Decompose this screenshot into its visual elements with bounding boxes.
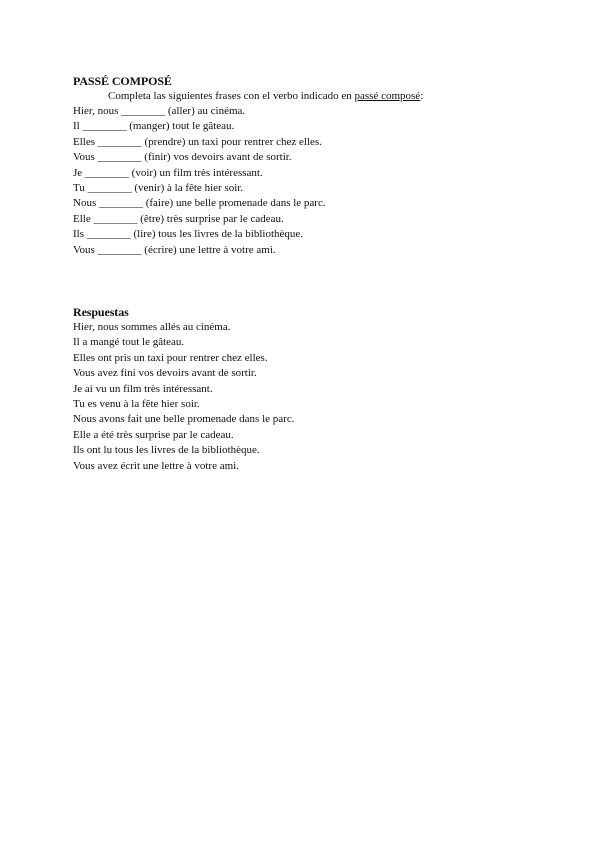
- answer-sentence: Ils ont lu tous les livres de la bibliothèque.: [73, 444, 260, 457]
- instruction-prefix: Completa las siguientes frases con el verbo indicado en: [108, 90, 355, 102]
- exercise-sentence: Nous ________ (faire) une belle promenade dans le parc.: [73, 197, 326, 210]
- exercise-sentence: Il ________ (manger) tout le gâteau.: [73, 120, 235, 133]
- exercise-sentence: Ils ________ (lire) tous les livres de la bibliothèque.: [73, 228, 304, 241]
- answer-sentence: Nous avons fait une belle promenade dans le parc.: [73, 413, 295, 426]
- answer-sentence: Elles ont pris un taxi pour rentrer chez elles.: [73, 351, 268, 364]
- exercise-sentence: Elle ________ (être) très surprise par le cadeau.: [73, 212, 284, 225]
- answer-sentence: Je ai vu un film très intéressant.: [73, 382, 213, 395]
- answers-title: Respuestas: [73, 305, 129, 319]
- answer-sentence: Elle a été très surprise par le cadeau.: [73, 428, 234, 441]
- exercises-instruction: [73, 89, 543, 104]
- answer-sentence: Vous avez écrit une lettre à votre ami.: [73, 459, 239, 472]
- exercise-sentence: Tu ________ (venir) à la fête hier soir.: [73, 182, 244, 195]
- instruction-underlined-term: passé composé: [354, 90, 421, 102]
- exercise-sentence: Elles ________ (prendre) un taxi pour rentrer chez elles.: [73, 135, 322, 148]
- answers-section: [73, 305, 543, 474]
- exercise-sentence: Vous ________ (finir) vos devoirs avant de sortir.: [73, 151, 292, 164]
- exercise-sentence: Hier, nous ________ (aller) au cinéma.: [73, 105, 246, 117]
- exercise-sentence: Je ________ (voir) un film très intéressant.: [73, 166, 263, 179]
- answer-sentence: Hier, nous sommes allés au cinéma.: [73, 321, 231, 333]
- answer-sentence: Tu es venu à la fête hier soir.: [73, 398, 200, 411]
- answer-sentence: Il a mangé tout le gâteau.: [73, 336, 185, 349]
- exercises-section: [73, 74, 543, 258]
- answer-sentence: Vous avez fini vos devoirs avant de sortir.: [73, 367, 257, 380]
- instruction-suffix: :: [420, 90, 424, 102]
- exercise-sentence: Vous ________ (écrire) une lettre à votre ami.: [73, 243, 276, 256]
- exercises-title: PASSÉ COMPOSÉ: [73, 74, 172, 88]
